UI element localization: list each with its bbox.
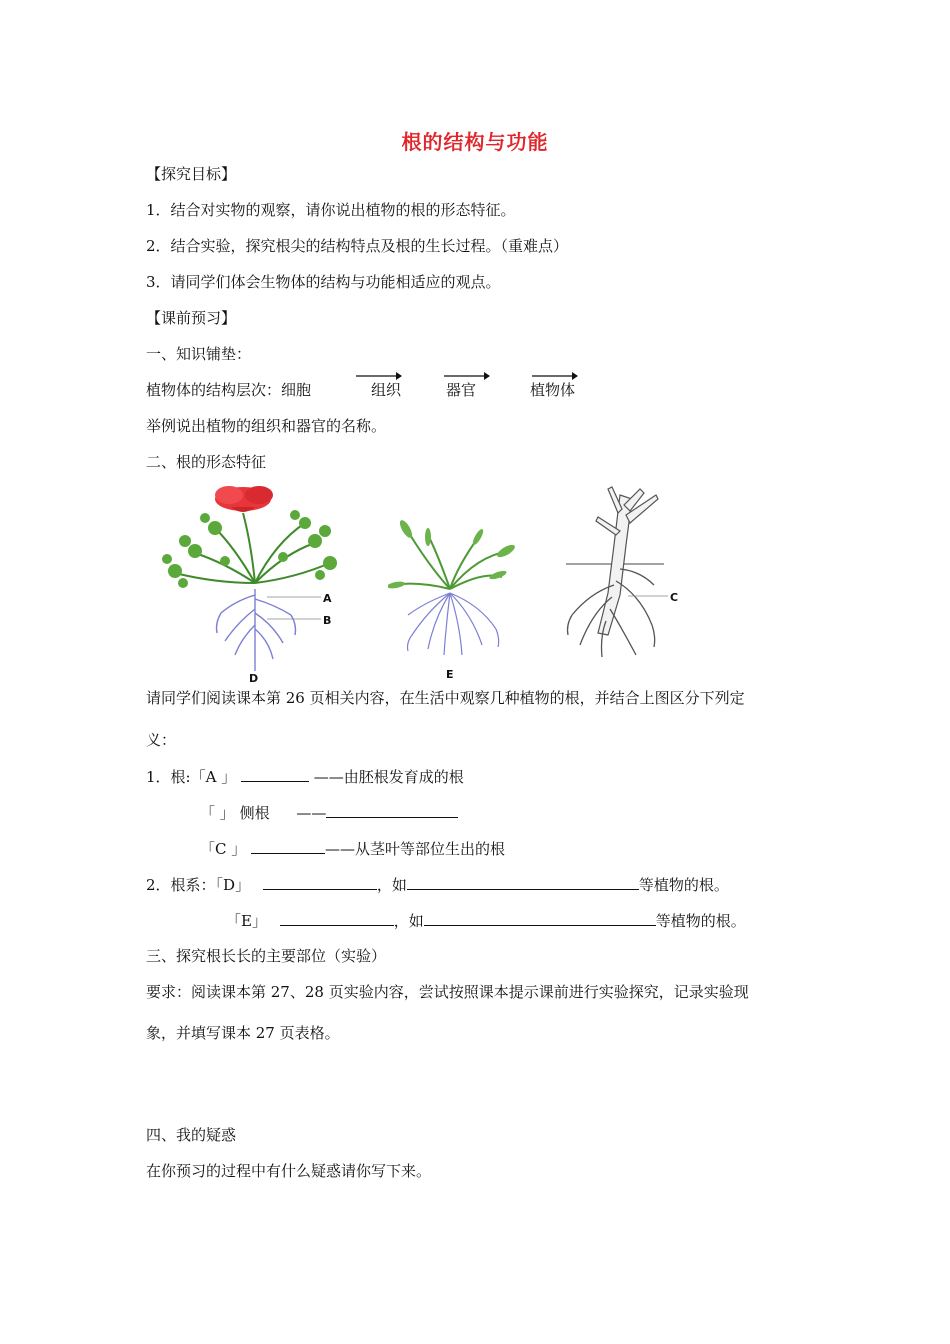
root-def-c-desc: ——从茎叶等部位生出的根 (325, 840, 506, 858)
part2-heading: 二、根的形态特征 (146, 453, 267, 471)
root-def-b-row (200, 802, 458, 823)
label-d: D (249, 672, 259, 683)
blank-d-name[interactable] (263, 874, 377, 890)
part4-heading: 四、我的疑惑 (146, 1126, 237, 1144)
blank-e-examples[interactable] (424, 910, 656, 926)
section-preview-heading: 【课前预习】 (146, 309, 237, 327)
blank-e-name[interactable] (280, 910, 394, 926)
goal-item-3: 3．请同学们体会生物体的结构与功能相适应的观点。 (146, 273, 501, 291)
label-a: A (323, 592, 332, 605)
goal-item-2: 2．结合实验，探究根尖的结构特点及根的生长过程。（重难点） (146, 237, 569, 255)
tail-e: 等植物的根。 (655, 912, 746, 930)
hierarchy-lead: 植物体的结构层次：细胞 (146, 381, 312, 399)
blank-a-name[interactable] (241, 766, 309, 782)
read-instruction-line2: 义： (146, 731, 177, 749)
hierarchy-tissue: 组织 (371, 381, 402, 399)
read-instruction-line1: 请同学们阅读课本第 26 页相关内容，在生活中观察几种植物的根，并结合上图区分下列定 (146, 689, 745, 707)
root-system-e-row (226, 910, 746, 931)
root-prefix: 1．根: (146, 768, 191, 786)
bracket-a: 「A 」 (190, 768, 237, 786)
tail-d: 等植物的根。 (638, 876, 729, 894)
root-def-a-row (146, 766, 464, 787)
blank-c-name[interactable] (251, 838, 325, 854)
root-def-a-desc: ——由胚根发育成的根 (313, 768, 464, 786)
adventitious-root-figure (560, 485, 690, 663)
fibrous-root-plant-figure (388, 515, 518, 683)
comma-ru-e: ，如 (393, 912, 424, 930)
bracket-b: 「 」 (200, 804, 235, 822)
part1-heading: 一、知识铺垫： (146, 345, 252, 363)
doubt-line: 在你预习的过程中有什么疑惑请你写下来。 (146, 1162, 432, 1180)
label-c: C (670, 591, 679, 604)
goal-item-1: 1．结合对实物的观察，请你说出植物的根的形态特征。 (146, 201, 516, 219)
root-def-b-name: 侧根 (239, 804, 270, 822)
root-def-c-row (200, 838, 505, 859)
root-system-d-row (146, 874, 729, 895)
label-b: B (323, 614, 332, 627)
requirement-line1: 要求：阅读课本第 27、28 页实验内容，尝试按照课本提示课前进行实验探究，记录实验现 (146, 983, 749, 1001)
bracket-c: 「C 」 (200, 840, 247, 858)
bracket-e: 「E」 (226, 912, 267, 930)
root-def-b-dash: —— (296, 804, 327, 822)
label-e: E (446, 668, 454, 681)
hierarchy-body: 植物体 (530, 381, 576, 399)
flower-icon (215, 486, 273, 512)
blank-b-desc[interactable] (326, 802, 458, 818)
hierarchy-organ: 器官 (446, 381, 477, 399)
part3-heading: 三、探究根长长的主要部位（实验） (146, 947, 387, 965)
blank-d-examples[interactable] (407, 874, 639, 890)
comma-ru-d: ，如 (376, 876, 407, 894)
section-goals-heading: 【探究目标】 (146, 165, 237, 183)
example-line: 举例说出植物的组织和器官的名称。 (146, 417, 387, 435)
taproot-plant-figure (155, 483, 345, 683)
requirement-line2: 象，并填写课本 27 页表格。 (146, 1024, 340, 1042)
root-system-prefix: 2．根系： (146, 876, 216, 894)
page-title: 根的结构与功能 (401, 130, 549, 154)
bracket-d: 「D」 (215, 876, 251, 894)
